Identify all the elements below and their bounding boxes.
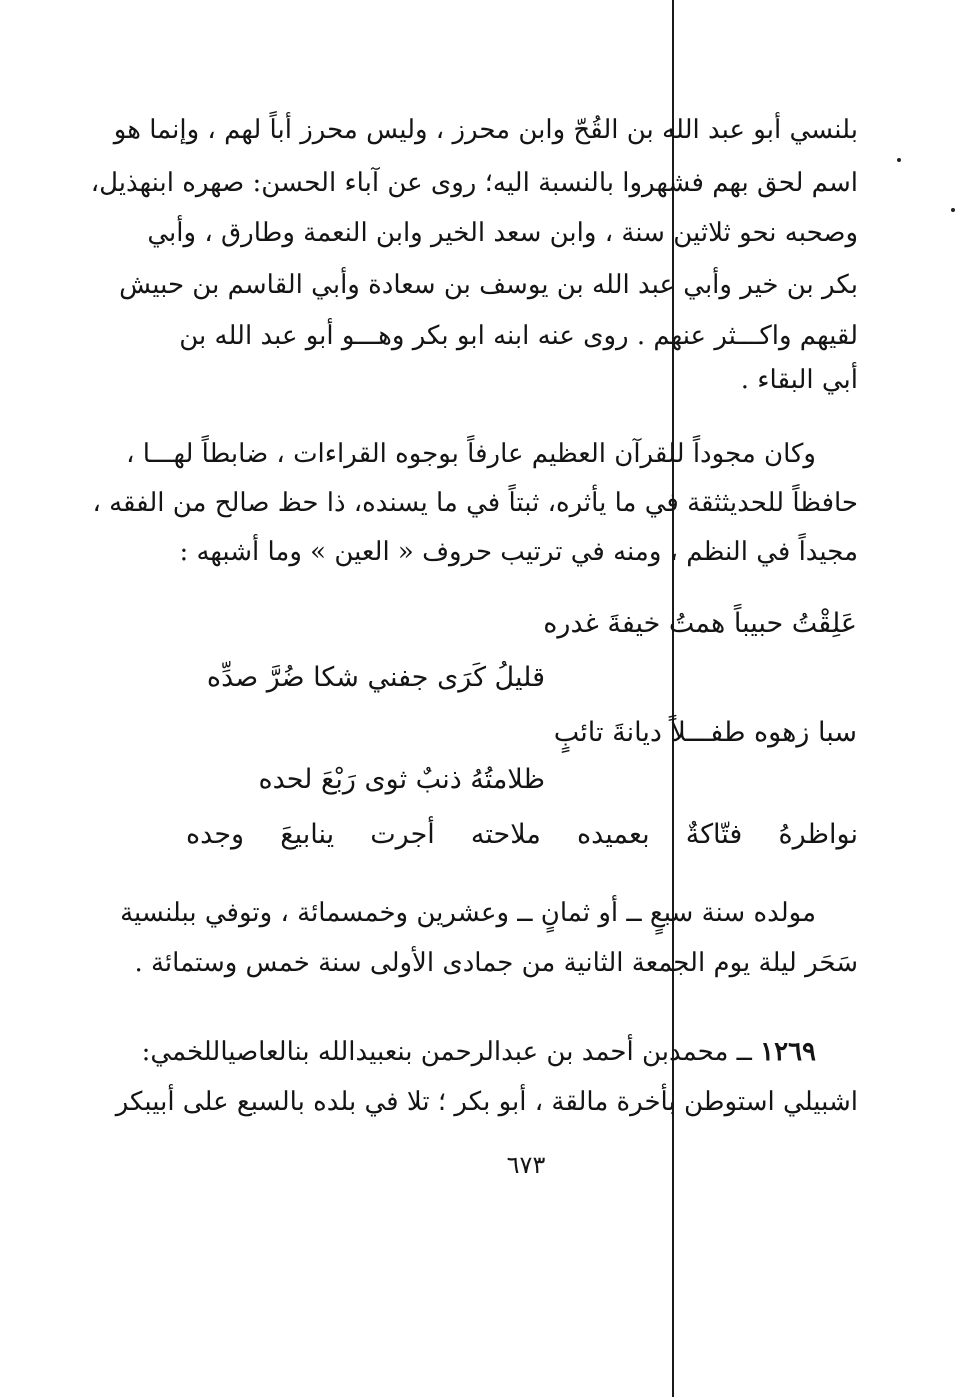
text-line: حافظاً للحديثثقة في ما يأثره، ثبتاً في ما يسنده، ذا حظ صالح من الفقه ، [92,488,858,518]
page-number: ٦٧٣ [506,1151,546,1179]
poem-line: سبا زهوه طفـــلاً ديانةَ تائبٍ [553,717,857,748]
text-line: اسم لحق بهم فشهروا بالنسبة اليه؛ روى عن آباء الحسن: صهره ابنهذيل، [90,168,858,198]
poem-line: ظلامتُهُ ذنبٌ ثوى رَبْعَ لحده [258,764,545,795]
poem-line: نواظرهُ فتّاكةٌ بعميده ملاحته أجرت ينابيعَ وجده [186,819,858,850]
entry-heading-text: ــ محمدبن أحمد بن عبدالرحمن بنعبيدالله بنالعاصياللخمي: [141,1037,761,1067]
text-line: سَحَر ليلة يوم الجمعة الثانية من جمادى الأولى سنة خمس وستمائة . [134,948,858,978]
poem-line: عَلِقْتُ حبيباً همتُ خيفةَ غدره [543,608,857,639]
entry-heading-line [141,1032,816,1072]
text-line: مولده سنة سبعٍ ــ أو ثمانٍ ــ وعشرين وخمسمائة ، وتوفي ببلنسية [120,898,816,928]
text-line: وكان مجوداً للقرآن العظيم عارفاً بوجوه القراءات ، ضابطاً لهـــا ، [126,439,816,469]
text-line: أبي البقاء . [740,365,858,395]
text-line: لقيهم واكـــثر عنهم . روى عنه ابنه ابو بكر وهـــو أبو عبد الله بن [179,321,858,351]
scan-fold-line [672,0,674,1397]
scan-speck [897,158,901,162]
text-line: وصحبه نحو ثلاثين سنة ، وابن سعد الخير وابن النعمة وطارق ، وأبي [147,218,858,248]
scan-speck [951,208,955,212]
poem-line: قليلُ كَرَى جفني شكا ضُرَّ صدِّه [206,662,545,693]
text-line: بلنسي أبو عبد الله بن القُحّ وابن محرز ، وليس محرز أباً لهم ، وإنما هو [113,115,858,145]
text-line: بكر بن خير وأبي عبد الله بن يوسف بن سعادة وأبي القاسم بن حبيش [119,270,858,300]
entry-number: ١٢٦٩ [760,1037,816,1067]
text-line: اشبيلي استوطن بأخرة مالقة ، أبو بكر ؛ تلا في بلده بالسبع على أبيبكر [115,1087,858,1117]
text-line: مجيداً في النظم ، ومنه في ترتيب حروف « العين » وما أشبهه : [179,537,858,567]
